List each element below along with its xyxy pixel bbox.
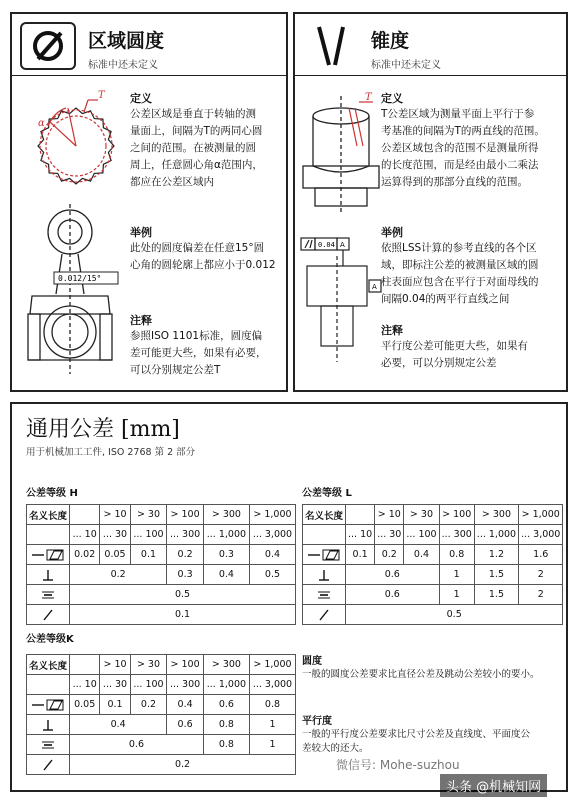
tolerance-value: 1 [249, 735, 295, 755]
range-lower-header: > 300 [203, 655, 249, 675]
taper-example-text [381, 240, 539, 308]
alpha-label: α [38, 118, 45, 129]
tolerance-value: 0.1 [346, 545, 375, 565]
text-line: 间隔0.04的两平行直线之间 [381, 293, 510, 305]
roundness-title-bar [12, 14, 286, 76]
tolerance-value: 0.2 [70, 565, 167, 585]
tolerance-value: 0.4 [167, 695, 204, 715]
range-upper-header: ... 100 [404, 525, 439, 545]
text-line: 都应在公差区域内 [130, 176, 214, 188]
perp-symbol-icon [27, 715, 70, 735]
range-upper-header: ... 30 [100, 675, 130, 695]
tolerance-value: 2 [519, 565, 563, 585]
tolerance-value: 0.8 [439, 545, 474, 565]
note-parallelism-text [302, 728, 530, 756]
range-lower-header: > 100 [439, 505, 474, 525]
roundness-example-text [130, 240, 276, 274]
straight-flat-symbol-icon [303, 545, 346, 565]
range-lower-header: > 300 [203, 505, 249, 525]
text-line: 心角的圆轮廓上都应小于0.012 [130, 259, 276, 271]
taper-symbol-icon [303, 22, 359, 70]
perp-symbol-icon [27, 565, 70, 585]
taper-title-bar [295, 14, 566, 76]
t-label: T [98, 90, 105, 101]
roundness-note-text [130, 328, 267, 379]
text-line: 差可能更大些，如果有必要， [130, 347, 267, 359]
text-line: 的长度范围，而是经由最小二乘法 [381, 159, 539, 171]
table-row [27, 735, 296, 755]
name-column-header: 名义长度 [27, 655, 70, 675]
range-upper-header: ... 1,000 [203, 525, 249, 545]
l-tolerance-table [302, 504, 563, 625]
text-line: 考基准的间隔为T的两直线的范围。 [381, 125, 545, 137]
table-row [303, 545, 563, 565]
taper-t-label: T [365, 92, 372, 103]
tolerance-value: 0.4 [249, 545, 295, 565]
text-line: T公差区域为测量平面上平行于参 [381, 108, 535, 120]
roundness-note-heading: 注释 [130, 314, 152, 327]
note-roundness-heading: 圆度 [302, 656, 322, 667]
source-credit: 头条 @机械知网 [440, 774, 547, 797]
text-line: 公差区域包含的范围不是测量所得 [381, 142, 539, 154]
range-lower-header: > 30 [130, 655, 167, 675]
text-line: 平行度公差可能更大些，如果有 [381, 340, 528, 352]
blank-cell [303, 525, 346, 545]
tolerance-value: 0.8 [203, 715, 249, 735]
grade-k-label: 公差等级K [26, 634, 74, 645]
tolerance-value: 0.5 [70, 585, 296, 605]
taper-definition-heading: 定义 [381, 92, 403, 105]
tolerance-value: 0.2 [375, 545, 404, 565]
tolerance-value: 0.1 [100, 695, 130, 715]
text-line: 参照ISO 1101标准，圆度偏 [130, 330, 263, 342]
roundness-symbol-icon [20, 22, 76, 70]
roundness-callout: 0.012/15° [58, 274, 102, 283]
range-lower-header: > 300 [474, 505, 518, 525]
range-upper-header: ... 10 [70, 675, 100, 695]
perp-symbol-icon [303, 565, 346, 585]
tolerance-value: 0.6 [346, 565, 440, 585]
table-row [303, 565, 563, 585]
table-row [27, 755, 296, 775]
text-line: 域，即标注公差的被测量区域的圆 [381, 259, 539, 271]
name-column-header: 名义长度 [303, 505, 346, 525]
text-line: 周上，任意圆心角α范围内， [130, 159, 263, 171]
tolerance-value: 0.3 [203, 545, 249, 565]
general-subtitle: 用于机械加工工件, ISO 2768 第 2 部分 [26, 447, 196, 458]
tolerance-value: 0.6 [167, 715, 204, 735]
general-tolerance-panel [10, 402, 568, 792]
tolerance-value: 0.8 [249, 695, 295, 715]
range-upper-header: ... 10 [70, 525, 100, 545]
name-column-header: 名义长度 [27, 505, 70, 525]
runout-symbol-icon [27, 755, 70, 775]
text-line: 可以分别规定公差T [130, 364, 221, 376]
blank-cell [346, 505, 375, 525]
text-line: 运算得到的那部分直线的范围。 [381, 176, 528, 188]
straight-flat-symbol-icon [27, 545, 70, 565]
range-upper-header: ... 30 [375, 525, 404, 545]
text-line: 此处的圆度偏差在任意15°圆 [130, 242, 265, 254]
taper-note-heading: 注释 [381, 324, 403, 337]
tolerance-value: 0.5 [346, 605, 563, 625]
runout-symbol-icon [27, 605, 70, 625]
range-lower-header: > 10 [375, 505, 404, 525]
range-lower-header: > 1,000 [249, 655, 295, 675]
range-upper-header: ... 3,000 [249, 675, 295, 695]
tolerance-value: 0.2 [70, 755, 296, 775]
taper-cylinder-diagram [301, 86, 383, 216]
tolerance-value: 0.1 [130, 545, 167, 565]
roundness-subtitle: 标准中还未定义 [88, 60, 158, 71]
tolerance-value: 0.05 [70, 695, 100, 715]
table-row [27, 605, 296, 625]
tolerance-value: 0.6 [346, 585, 440, 605]
note-parallelism-heading: 平行度 [302, 716, 332, 727]
range-upper-header: ... 300 [439, 525, 474, 545]
tolerance-value: 0.2 [167, 545, 204, 565]
range-upper-header: ... 300 [167, 675, 204, 695]
sym-symbol-icon [27, 735, 70, 755]
tolerance-value: 0.3 [167, 565, 204, 585]
taper-title: 锥度 [371, 30, 410, 52]
sym-symbol-icon [303, 585, 346, 605]
range-upper-header: ... 3,000 [519, 525, 563, 545]
text-line: 差较大的还大。 [302, 743, 369, 754]
table-row [303, 605, 563, 625]
text-line: 依照LSS计算的参考直线的各个区 [381, 242, 537, 254]
grade-l-label: 公差等级 L [302, 488, 352, 499]
table-row [27, 695, 296, 715]
range-lower-header: > 100 [167, 505, 204, 525]
range-lower-header: > 30 [130, 505, 167, 525]
roundness-panel [10, 12, 288, 392]
wechat-watermark: 微信号: Mohe-suzhou [336, 758, 460, 772]
tolerance-value: 2 [519, 585, 563, 605]
taper-panel [293, 12, 568, 392]
tolerance-value: 0.1 [70, 605, 296, 625]
tolerance-value: 1 [439, 585, 474, 605]
taper-definition-text [381, 106, 545, 191]
range-upper-header: ... 30 [100, 525, 130, 545]
text-line: 柱表面应包含在平行于对面母线的 [381, 276, 539, 288]
range-upper-header: ... 10 [346, 525, 375, 545]
tolerance-value: 1 [439, 565, 474, 585]
table-row [303, 585, 563, 605]
connecting-rod-diagram [26, 204, 126, 384]
blank-cell [27, 675, 70, 695]
tolerance-value: 0.8 [203, 735, 249, 755]
range-upper-header: ... 1,000 [203, 675, 249, 695]
roundness-definition-text [130, 106, 263, 191]
table-row [27, 585, 296, 605]
roundness-title: 区域圆度 [88, 30, 165, 52]
table-row [27, 545, 296, 565]
tolerance-value: 0.4 [70, 715, 167, 735]
tolerance-value: 0.02 [70, 545, 100, 565]
sym-symbol-icon [27, 585, 70, 605]
table-row [27, 565, 296, 585]
tolerance-value: 1.6 [519, 545, 563, 565]
tolerance-value: 0.6 [203, 695, 249, 715]
tolerance-value: 0.2 [130, 695, 167, 715]
runout-symbol-icon [303, 605, 346, 625]
straight-flat-symbol-icon [27, 695, 70, 715]
range-upper-header: ... 3,000 [249, 525, 295, 545]
tolerance-value: 1.2 [474, 545, 518, 565]
note-roundness-text: 一般的圆度公差要求比直径公差及跳动公差较小的要小。 [302, 669, 540, 680]
roundness-example-heading: 举例 [130, 226, 152, 239]
general-title: 通用公差 [mm] [26, 417, 180, 442]
text-line: 一般的平行度公差要求比尺寸公差及直线度、平面度公 [302, 729, 531, 740]
roundness-gear-diagram [18, 86, 122, 194]
taper-subtitle: 标准中还未定义 [371, 60, 441, 71]
blank-cell [27, 525, 70, 545]
tolerance-value: 1.5 [474, 585, 518, 605]
taper-note-text [381, 338, 528, 372]
range-lower-header: > 10 [100, 505, 130, 525]
text-line: 之间的范围。在被测量的圆 [130, 142, 256, 154]
grade-h-label: 公差等级 H [26, 488, 78, 499]
blank-cell [70, 505, 100, 525]
range-lower-header: > 100 [167, 655, 204, 675]
text-line: 公差区域是垂直于转轴的测 [130, 108, 256, 120]
range-upper-header: ... 300 [167, 525, 204, 545]
range-upper-header: ... 1,000 [474, 525, 518, 545]
k-tolerance-table [26, 654, 296, 775]
taper-callout-value: 0.04 [318, 241, 335, 249]
range-upper-header: ... 100 [130, 675, 167, 695]
tolerance-value: 0.5 [249, 565, 295, 585]
range-lower-header: > 1,000 [519, 505, 563, 525]
taper-example-heading: 举例 [381, 226, 403, 239]
tolerance-value: 0.4 [404, 545, 439, 565]
blank-cell [70, 655, 100, 675]
taper-example-diagram [299, 236, 383, 366]
h-tolerance-table [26, 504, 296, 625]
tolerance-value: 0.6 [70, 735, 204, 755]
tolerance-value: 0.4 [203, 565, 249, 585]
tolerance-value: 1 [249, 715, 295, 735]
taper-datum-label: A [372, 283, 377, 291]
taper-callout-datum: A [340, 241, 345, 249]
range-upper-header: ... 100 [130, 525, 167, 545]
text-line: 量面上，间隔为T的两同心圆 [130, 125, 263, 137]
range-lower-header: > 30 [404, 505, 439, 525]
roundness-definition-heading: 定义 [130, 92, 152, 105]
tolerance-value: 1.5 [474, 565, 518, 585]
text-line: 必要，可以分别规定公差 [381, 357, 497, 369]
range-lower-header: > 1,000 [249, 505, 295, 525]
table-row [27, 715, 296, 735]
range-lower-header: > 10 [100, 655, 130, 675]
tolerance-value: 0.05 [100, 545, 130, 565]
